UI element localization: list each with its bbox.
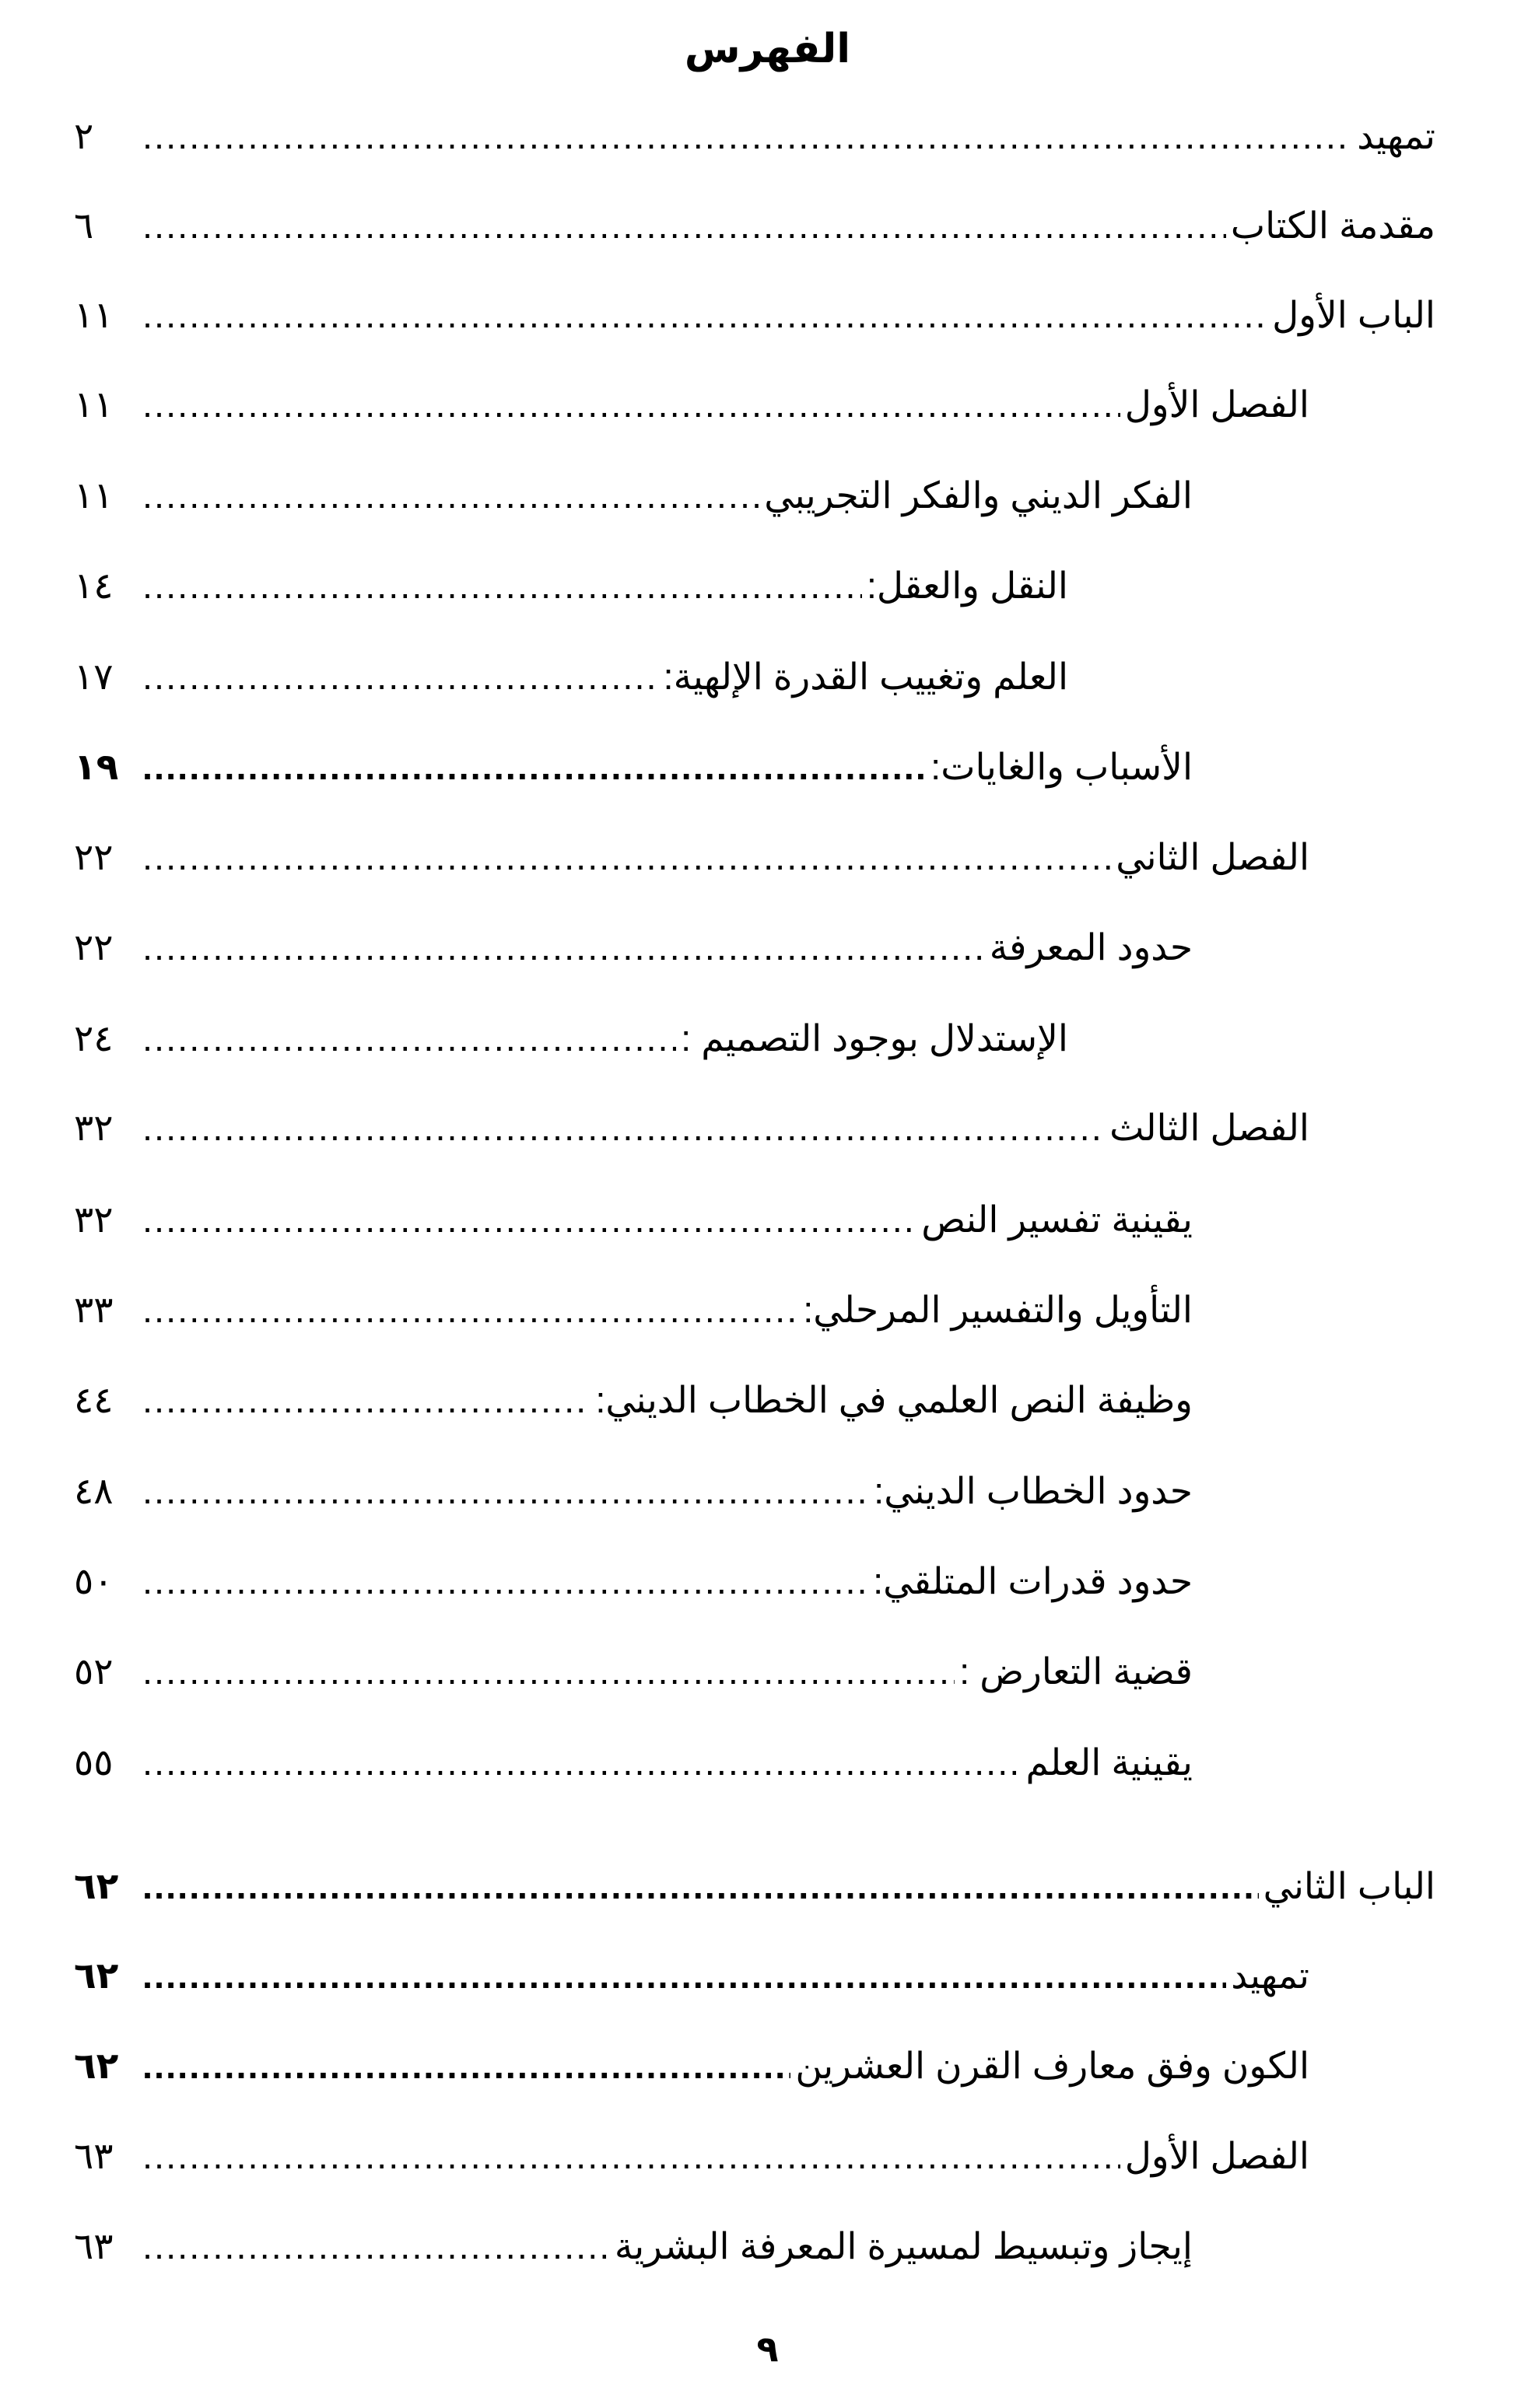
toc-entry[interactable] xyxy=(74,1640,1193,1703)
dot-leader xyxy=(142,284,1267,346)
dot-leader xyxy=(142,1188,916,1251)
dot-leader xyxy=(142,1550,868,1612)
toc-entry-page: ٥٥ xyxy=(74,1741,114,1783)
toc-entry-label: الفصل الثاني xyxy=(1116,836,1309,877)
toc-entry-page: ١١ xyxy=(74,474,114,516)
toc-entry-label: الباب الثاني xyxy=(1263,1865,1435,1906)
dot-leader xyxy=(142,736,926,798)
dot-leader xyxy=(142,555,862,617)
dot-leader xyxy=(142,1731,1021,1794)
toc-entry-page: ٦٣ xyxy=(74,2135,114,2176)
dot-leader xyxy=(142,1855,1259,1917)
toc-entry-label: يقينية تفسير النص xyxy=(921,1199,1193,1240)
toc-entry[interactable] xyxy=(74,1460,1193,1522)
page-number: ٩ xyxy=(756,2329,779,2369)
toc-entry[interactable] xyxy=(74,373,1309,436)
toc-entry[interactable] xyxy=(74,194,1435,257)
toc-entry-page: ٢٤ xyxy=(74,1017,114,1059)
toc-entry[interactable] xyxy=(74,1007,1068,1069)
toc-entry[interactable] xyxy=(74,826,1309,888)
dot-leader xyxy=(142,2215,610,2277)
toc-entry-label: الفصل الأول xyxy=(1124,383,1309,425)
toc-entry[interactable] xyxy=(74,555,1068,617)
toc-entry[interactable] xyxy=(74,1369,1193,1431)
page-title: الفهرس xyxy=(684,26,851,72)
toc-entry-label: تمهيد xyxy=(1231,1955,1309,1996)
toc-entry[interactable] xyxy=(74,1731,1193,1794)
toc-entry-label: قضية التعارض : xyxy=(959,1650,1193,1692)
toc-entry-page: ٦٢ xyxy=(74,1955,119,1996)
toc-entry[interactable] xyxy=(74,736,1193,798)
toc-entry-label: التأويل والتفسير المرحلي: xyxy=(803,1289,1193,1330)
toc-entry-page: ٢٢ xyxy=(74,926,114,968)
toc-entry[interactable] xyxy=(74,916,1193,978)
toc-entry-page: ٦ xyxy=(74,205,94,246)
dot-leader xyxy=(142,1944,1226,2007)
toc-entry-page: ٣٣ xyxy=(74,1289,114,1330)
toc-entry[interactable] xyxy=(74,464,1193,527)
toc-entry-label: حدود الخطاب الديني: xyxy=(874,1470,1193,1511)
dot-leader xyxy=(142,1097,1105,1159)
toc-entry-label: حدود قدرات المتلقي: xyxy=(873,1560,1193,1601)
dot-leader xyxy=(142,1007,676,1069)
dot-leader xyxy=(142,1279,798,1341)
dot-leader xyxy=(142,464,759,527)
toc-entry-page: ٦٣ xyxy=(74,2225,114,2266)
toc-entry-label: النقل والعقل: xyxy=(866,565,1068,606)
toc-entry-label: حدود المعرفة xyxy=(989,926,1193,968)
toc-entry-label: يقينية العلم xyxy=(1025,1741,1193,1783)
toc-entry-page: ٣٢ xyxy=(74,1107,114,1148)
toc-entry-label: الفصل الأول xyxy=(1124,2135,1309,2176)
toc-entry[interactable] xyxy=(74,1188,1193,1251)
toc-entry-label: مقدمة الكتاب xyxy=(1230,205,1435,246)
dot-leader xyxy=(142,1460,869,1522)
toc-entry[interactable] xyxy=(74,2125,1309,2187)
dot-leader xyxy=(142,105,1352,167)
toc-entry[interactable] xyxy=(74,105,1435,167)
toc-entry-label: وظيفة النص العلمي في الخطاب الديني: xyxy=(595,1379,1193,1420)
toc-entry-page: ٦٢ xyxy=(74,2045,119,2086)
toc-entry-page: ٤٤ xyxy=(74,1379,114,1420)
dot-leader xyxy=(142,373,1120,436)
toc-entry-page: ٥٠ xyxy=(74,1560,114,1601)
dot-leader xyxy=(142,916,985,978)
toc-entry-page: ٦٢ xyxy=(74,1865,119,1906)
toc-entry-label: إيجاز وتبسيط لمسيرة المعرفة البشرية xyxy=(614,2225,1193,2266)
toc-entry-page: ١٩ xyxy=(74,746,119,787)
dot-leader xyxy=(142,2035,790,2097)
dot-leader xyxy=(142,1369,591,1431)
toc-entry[interactable] xyxy=(74,1855,1435,1917)
dot-leader xyxy=(142,194,1226,257)
toc-entry-label: الفكر الديني والفكر التجريبي xyxy=(764,474,1193,516)
toc-entry[interactable] xyxy=(74,1097,1309,1159)
toc-entry-label: تمهيد xyxy=(1357,115,1435,156)
toc-entry-label: الباب الأول xyxy=(1272,294,1435,335)
toc-entry[interactable] xyxy=(74,2215,1193,2277)
toc-entry-page: ٣٢ xyxy=(74,1199,114,1240)
toc-entry-label: الكون وفق معارف القرن العشرين xyxy=(795,2045,1309,2086)
dot-leader xyxy=(142,826,1111,888)
toc-entry[interactable] xyxy=(74,1279,1193,1341)
toc-entry-page: ١٧ xyxy=(74,656,114,697)
toc-entry-page: ١١ xyxy=(74,383,114,425)
toc-entry-page: ١٤ xyxy=(74,565,114,606)
toc-entry-label: الأسباب والغايات: xyxy=(930,746,1193,787)
toc-entry[interactable] xyxy=(74,2035,1309,2097)
dot-leader xyxy=(142,1640,955,1703)
dot-leader xyxy=(142,2125,1120,2187)
toc-entry-page: ٤٨ xyxy=(74,1470,114,1511)
toc-entry[interactable] xyxy=(74,1550,1193,1612)
toc-entry-page: ٥٢ xyxy=(74,1650,114,1692)
toc-entry-label: الإستدلال بوجود التصميم : xyxy=(681,1017,1068,1059)
toc-entry-page: ١١ xyxy=(74,294,114,335)
toc-entry-page: ٢٢ xyxy=(74,836,114,877)
dot-leader xyxy=(142,646,659,708)
toc-entry[interactable] xyxy=(74,1944,1309,2007)
toc-entry[interactable] xyxy=(74,646,1068,708)
toc-entry-label: العلم وتغييب القدرة الإلهية: xyxy=(663,656,1068,697)
toc-entry[interactable] xyxy=(74,284,1435,346)
toc-entry-label: الفصل الثالث xyxy=(1109,1107,1309,1148)
toc-entry-page: ٢ xyxy=(74,115,94,156)
